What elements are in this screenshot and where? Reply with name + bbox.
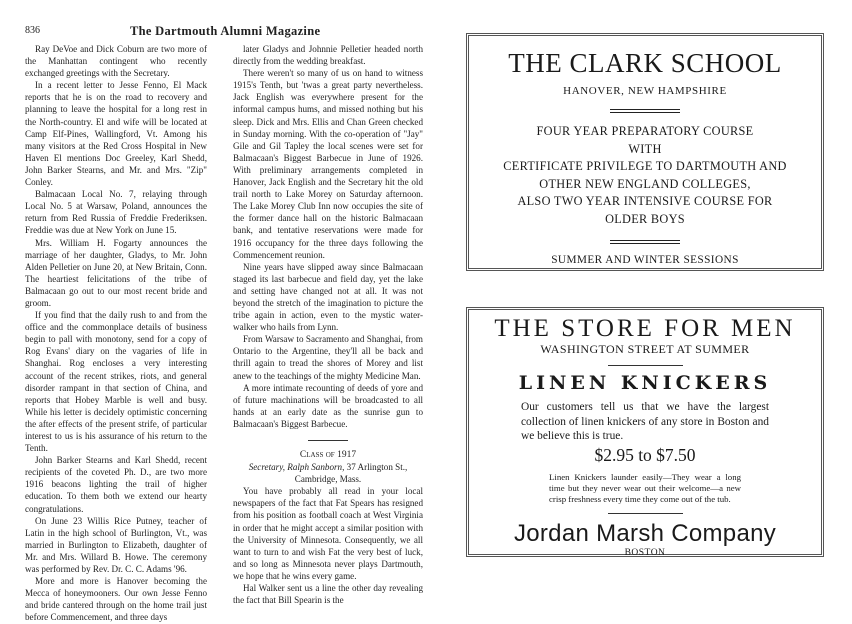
price-range: $2.95 to $7.50 [594,444,696,465]
page-header [25,25,445,41]
ad-location: HANOVER, NEW HAMPSHIRE [563,85,727,97]
paragraph: From Warsaw to Sacramento and Shanghai, from Ontario to the Argentine, they'll all be back and thrill again to tread the shores of Morey and list anew to the teachings of the mighty Medicine Man. [233,334,423,381]
ad-address: WASHINGTON STREET AT SUMMER [540,342,750,356]
paragraph: In a recent letter to Jesse Fenno, El Mack reports that he is on the road to recovery and planning to leave the hospital for a long rest in the North-country. El and wife will be located at Camp Elf-Pines, Wallingford, Vt. Among his many visitors at the Red Cross Hospital in New Haven El mentions Doc Greeley, Karl Shedd, John Barker Stearns, and Mr. and Mrs. "Zip" Conley. [25,80,207,188]
page-number: 836 [25,25,40,36]
ad-pitch: Our customers tell us that we have the largest collection of linen knickers of any store in Boston and we believe this is true. [521,401,769,442]
ad-title: THE STORE FOR MEN [494,315,796,342]
paragraph: If you find that the daily rush to and from the office and the commonplace details of business begin to pall with monotony, send for a copy of Rog Evans' diary on the vagaries of life in Shanghai. Rog encloses a very interesting account of the recent strikes, riots, and general disorder rampant in that section of China, and reports that Hobey Marble is well and busy. While his letter is decidely optimistic concerning the after effects of the present strife, of particular interest to us is his assurance of his return to the Tenth. [25,310,207,454]
text-column-2 [233,43,423,606]
double-rule-divider [610,240,680,244]
store-for-men-ad [466,307,824,557]
company-city: BOSTON [624,548,666,559]
paragraph: You have probably all read in your local newspapers of the fact that Fat Spears has resigned from his position as football coach at West Virginia in order that he might accept a similar position with the University of Minnesota. Consequently, we all want to turn to and wish Fat the very best of luck, and so long as Minnesota never plays Dartmouth, we hope that he wins every game. [233,486,423,581]
ad-line: FOUR YEAR PREPARATORY COURSE [536,124,754,138]
rule-divider [608,513,683,514]
ad-description: Linen Knickers launder easily—They wear a long time but they never wear out their welcome—a new crisp freshness every time they come out of the tub. [549,471,741,504]
secretary-label: Secretary, Ralph Sanborn, [248,462,345,473]
section-divider [308,440,348,441]
ad-line: CERTIFICATE PRIVILEGE TO DARTMOUTH AND [503,159,787,173]
secretary-address: 37 Arlington St., Cambridge, Mass. [294,462,408,485]
paragraph: Mrs. William H. Fogarty announces the marriage of her daughter, Gladys, to Mr. John Alden Pelletier on June 20, at New Britain, Conn. The heartiest felicitations of the tribe of Balmacaan go out to our most recent bride and groom. [25,237,207,308]
text-column-1 [25,43,207,624]
paragraph: Balmacaan Local No. 7, relaying through Local No. 5 at Warsaw, Poland, announces the return from Red Russia of Freddie Frederiksen. Freddie was due at New York on June 15. [25,189,207,236]
paragraph: later Gladys and Johnnie Pelletier headed north directly from the wedding breakfast. [233,44,423,67]
product-heading: LINEN KNICKERS [518,372,772,394]
ad-title: THE CLARK SCHOOL [508,48,782,78]
ad-line: OLDER BOYS [605,211,685,226]
paragraph: More and more is Hanover becoming the Mecca of honeymooners. Our own Jesse Fenno and bride cantered through on the home trail just before Commencement, and three days [25,576,207,623]
paragraph: Hal Walker sent us a line the other day revealing the fact that Bill Spearin is the [233,583,423,606]
company-name: Jordan Marsh Company [513,520,777,548]
paragraph: Ray DeVoe and Dick Coburn are two more of the Manhattan contingent who recently exchanged greetings with the Secretary. [25,44,207,79]
ad-line: ALSO TWO YEAR INTENSIVE COURSE FOR [517,194,773,208]
rule-divider [608,365,683,366]
paragraph: Nine years have slipped away since Balmacaan staged its last barbecue and field day, yet the lake and setting have changed not at all. It was not beyond the stretch of the imagination to picture the tribe again in action, even to the mystic water-walker who hails from Lynn. [233,261,423,333]
secretary-line [233,461,423,485]
paragraph: A more intimate recounting of deeds of yore and of future machinations will be broadcasted to all hands at an early date as the sunrise gun to Balmacaan's Biggest Barbecue. [233,382,423,429]
class-heading: Class of 1917 [299,450,357,460]
ad-line: WITH [628,141,662,156]
paragraph: On June 23 Willis Rice Putney, teacher of Latin in the high school of Burlington, Vt., was married in Burlington to Elizabeth, daughter of Mr. and Mrs. Willard B. Howe. The ceremony was performed by Rev. Dr. C. C. Adams '96. [25,515,207,575]
paragraph: There weren't so many of us on hand to witness 1915's Tenth, but 'twas a great party nevertheless. Jack English was everywhere present for the informal campus hums, and missed nothing but his sleep. Dick and Mrs. Ellis and Chan Green checked in Sunday morning. With the co-operation of "Jay" Gile and Gil Tapley the local scenes were set for Balmacaan's Biggest Barbecue in June of 1926. With preliminary arrangements completed in Hanover, Jack English and the Secretary hit the old trail north to Lake Morey on Saturday afternoon. The Lake Morey Club Inn now occupies the site of the former dance hall on the historic Balmacaan bank, and tentative reservations were made for 1916 occupancy for the three days following the Commencement reunion. [233,68,423,260]
double-rule-divider [610,109,680,113]
paragraph: John Barker Stearns and Karl Shedd, recent recipients of the coveted Ph. D., are two more 1916 beacons lighting the trail of higher education. To them both we extend our hearty congratulations. [25,455,207,514]
ad-line: OTHER NEW ENGLAND COLLEGES, [539,176,751,191]
ad-sessions: SUMMER AND WINTER SESSIONS [551,254,739,266]
magazine-title: The Dartmouth Alumni Magazine [130,24,321,38]
clark-school-ad [466,33,824,271]
